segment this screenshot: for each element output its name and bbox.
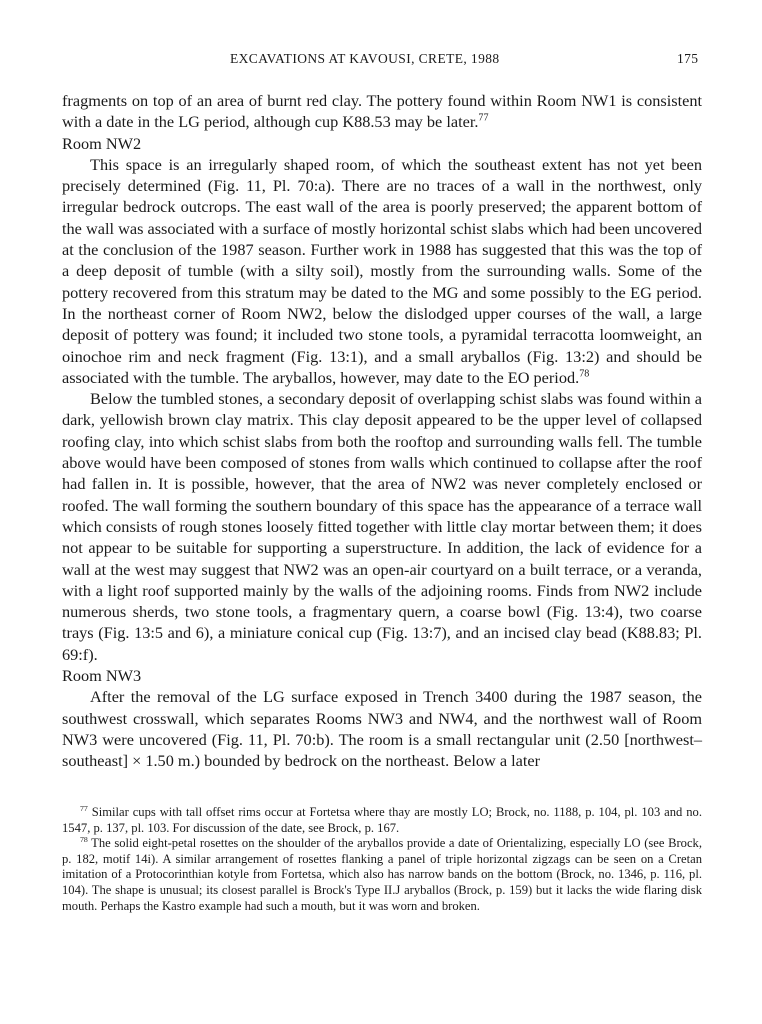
footnote-text: Similar cups with tall offset rims occur at Fortetsa where thay are mostly LO; Brock, no. 1188, p. 104, pl. 103 and no. 1547, p. 137, pl. 103. For discussion of the date, see Brock, p. 167. [62, 805, 702, 835]
footnote-ref-78[interactable]: 78 [579, 368, 590, 380]
footnote [62, 805, 702, 836]
section-heading-room-nw2: Room NW2 [62, 133, 142, 153]
footnote-number: 77 [80, 803, 88, 813]
footnote-ref-77[interactable]: 77 [478, 112, 489, 124]
section-heading-room-nw3: Room NW3 [62, 666, 142, 686]
footnote [62, 836, 702, 914]
paragraph [62, 90, 702, 133]
paragraph-text: This space is an irregularly shaped room, of which the southeast extent has not yet been precisely determined (Fig. 11, Pl. 70:a). There are no traces of a wall in the northwest, only irregular bedrock outcrops. The east wall of the area is poorly preserved; the apparent bottom of the wall was associated with a surface of mostly horizontal schist slabs which had been uncovered at the conclusion of the 1987 season. Further work in 1988 has suggested that this was the top of a deep deposit of tumble (with a silty soil), mostly from the surrounding walls. Some of the pottery recovered from this stratum may be dated to the MG and some possibly to the EG period. In the northeast corner of Room NW2, below the dislodged upper courses of the wall, a large deposit of pottery was found; it included two stone tools, a pyramidal terracotta loomweight, an oinochoe rim and neck fragment (Fig. 13:1), and a small aryballos (Fig. 13:2) and should be associated with the tumble. The aryballos, however, may date to the EO period. [62, 154, 702, 387]
footnote-number: 78 [80, 835, 88, 844]
paragraph: After the removal of the LG surface exposed in Trench 3400 during the 1987 season, the southwest crosswall, which separates Rooms NW3 and NW4, and the northwest wall of Room NW3 were uncovered (Fig. 11, Pl. 70:b). The room is a small rectangular unit (2.50 [northwest–southeast] × 1.50 m.) bounded by bedrock on the northeast. Below a later [62, 687, 702, 771]
paragraph: Below the tumbled stones, a secondary deposit of overlapping schist slabs was found within a dark, yellowish brown clay matrix. This clay deposit appeared to be the upper level of collapsed roofing clay, into which schist slabs from both the rooftop and surrounding walls fell. The tumble above would have been composed of stones from walls which continued to collapse after the roof had fallen in. It is possible, however, that the area of NW2 was never completely enclosed or roofed. The wall forming the southern boundary of this space has the appearance of a terrace wall which consists of rough stones loosely fitted together with little clay mortar between them; it does not appear to be suitable for supporting a superstructure. In addition, the lack of evidence for a wall at the west may suggest that NW2 was an open-air courtyard on a built terrace, or a veranda, with a light roof supported mainly by the walls of the adjoining rooms. Finds from NW2 include numerous sherds, two stone tools, a fragmentary quern, a coarse bowl (Fig. 13:4), two coarse trays (Fig. 13:5 and 6), a miniature conical cup (Fig. 13:7), and an incised clay bead (K88.83; Pl. 69:f). [62, 389, 702, 664]
page-number: 175 [677, 51, 699, 66]
footnote-text: The solid eight-petal rosettes on the shoulder of the aryballos provide a date of Orientalizing, especially LO (see Brock, p. 182, motif 14i). A similar arrangement of rosettes flanking a panel of triple horizontal zigzags can be seen on a Cretan imitation of a Protocorinthian kotyle from Fortetsa, which also has narrow bands on the bottom (Brock, no. 1346, p. 116, pl. 104). The shape is unusual; its closest parallel is Brock's Type II.J aryballos (Brock, p. 159) but it lacks the wide flaring disk mouth. Perhaps the Kastro example had such a mouth, but it was worn and broken. [62, 836, 702, 913]
body-text [62, 90, 702, 772]
footnotes [62, 805, 702, 914]
running-title: EXCAVATIONS AT KAVOUSI, CRETE, 1988 [230, 51, 500, 66]
paragraph [62, 154, 702, 388]
paragraph-text: fragments on top of an area of burnt red clay. The pottery found within Room NW1 is consistent with a date in the LG period, although cup K88.53 may be later. [62, 91, 702, 132]
